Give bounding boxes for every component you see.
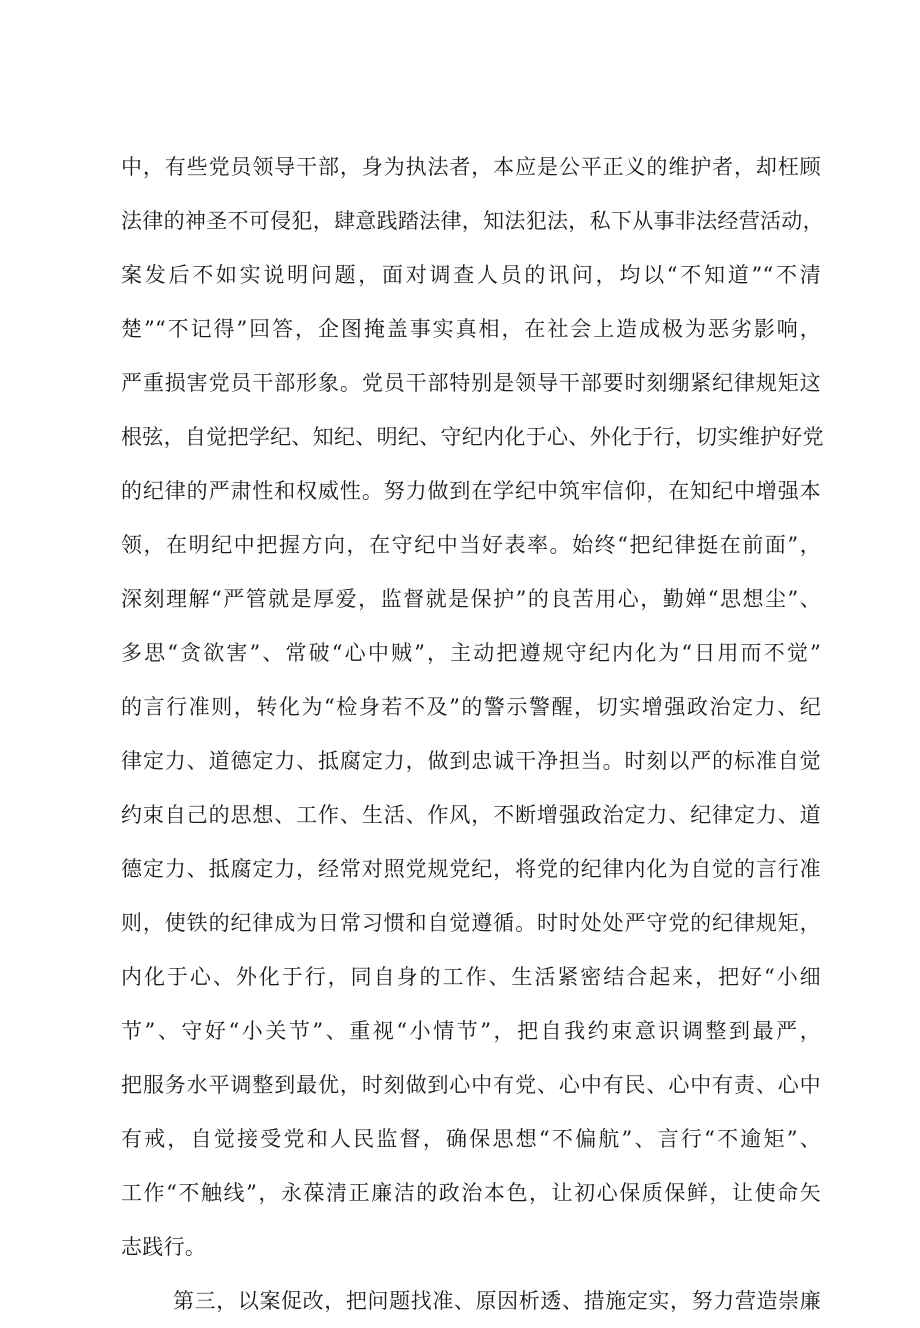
text-line: 把服务水平调整到最优，时刻做到心中有党、心中有民、心中有责、心中 (121, 1073, 821, 1097)
text-line: 律定力、道德定力、抵腐定力，做到忠诚干净担当。时刻以严的标准自觉 (121, 749, 821, 773)
text-line: 第三，以案促改，把问题找准、原因析透、措施定实，努力营造崇廉 (173, 1289, 821, 1313)
text-line: 深刻理解“严管就是厚爱，监督就是保护”的良苦用心，勤婵“思想尘”、 (121, 587, 821, 611)
text-line: 的纪律的严肃性和权威性。努力做到在学纪中筑牢信仰，在知纪中增强本 (121, 479, 821, 503)
text-line: 中，有些党员领导干部，身为执法者，本应是公平正义的维护者，却枉顾 (121, 155, 821, 179)
paragraph (121, 140, 824, 1274)
text-line: 法律的神圣不可侵犯，肆意践踏法律，知法犯法，私下从事非法经营活动， (121, 209, 824, 233)
text-line: 案发后不如实说明问题，面对调查人员的讯问，均以“不知道”“不清 (121, 263, 821, 287)
text-line: 节”、守好“小关节”、重视“小情节”，把自我约束意识调整到最严， (121, 1019, 821, 1043)
body-text (121, 140, 824, 1328)
text-line: 志践行。 (121, 1235, 207, 1259)
text-line: 的言行准则，转化为“检身若不及”的警示警醒，切实增强政治定力、纪 (121, 695, 821, 719)
text-line: 内化于心、外化于行，同自身的工作、生活紧密结合起来，把好“小细 (121, 965, 821, 989)
text-line: 严重损害党员干部形象。党员干部特别是领导干部要时刻绷紧纪律规矩这 (121, 371, 821, 395)
paragraph (121, 1274, 821, 1328)
text-line: 工作“不触线”，永葆清正廉洁的政治本色，让初心保质保鲜，让使命矢 (121, 1181, 821, 1205)
text-line: 根弦，自觉把学纪、知纪、明纪、守纪内化于心、外化于行，切实维护好党 (121, 425, 824, 449)
text-line: 楚”“不记得”回答，企图掩盖事实真相，在社会上造成极为恶劣影响， (121, 317, 821, 341)
text-line: 则，使铁的纪律成为日常习惯和自觉遵循。时时处处严守党的纪律规矩， (121, 911, 821, 935)
text-line: 领，在明纪中把握方向，在守纪中当好表率。始终“把纪律挺在前面”， (121, 533, 821, 557)
text-line: 有戒，自觉接受党和人民监督，确保思想“不偏航”、言行“不逾矩”、 (121, 1127, 821, 1151)
text-line: 德定力、抵腐定力，经常对照党规党纪，将党的纪律内化为自觉的言行准 (121, 857, 821, 881)
text-line: 多思“贪欲害”、常破“心中贼”，主动把遵规守纪内化为“日用而不觉” (121, 641, 821, 665)
text-line: 约束自己的思想、工作、生活、作风，不断增强政治定力、纪律定力、道 (121, 803, 821, 827)
